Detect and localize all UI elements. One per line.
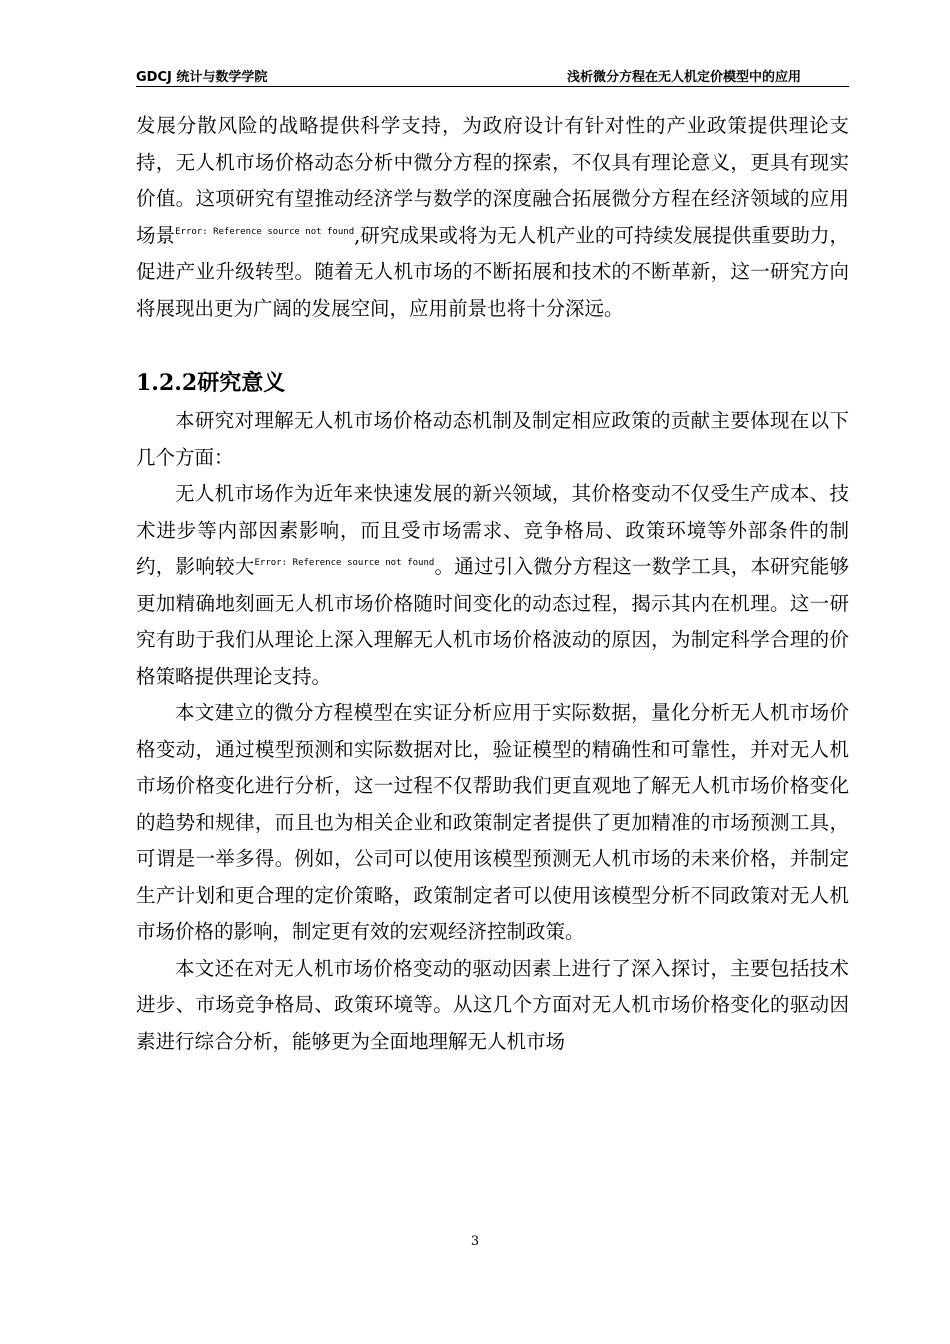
reference-error: Error: Reference source not found (254, 558, 435, 568)
paragraph-empirical: 本文建立的微分方程模型在实证分析应用于实际数据，量化分析无人机市场价格变动，通过模型预测和实际数据对比，验证模型的精确性和可靠性，并对无人机市场价格变化进行分析，这一过程不仅帮助我们更直观地了解无人机市场价格变化的趋势和规律，而且也为相关企业和政策制定者提供了更加精准的市场预测工具，可谓是一举多得。例如，公司可以使用该模型预测无人机市场的未来价格，并制定生产计划和更合理的定价策略，政策制定者可以使用该模型分析不同政策对无人机市场价格的影响，制定更有效的宏观经济控制政策。 (136, 701, 849, 943)
reference-error: Error: Reference source not found (175, 226, 355, 237)
header-paper-title: 浅析微分方程在无人机定价模型中的应用 (566, 70, 801, 85)
paragraph-intro-continued (136, 108, 849, 327)
paragraph-drivers: 本文还在对无人机市场价格变动的驱动因素上进行了深入探讨，主要包括技术进步、市场竞争格局、政策环境等。从这几个方面对无人机市场价格变化的驱动因素进行综合分析，能够更为全面地理解无人机市场 (136, 956, 849, 1053)
page-header (136, 64, 849, 87)
header-institution: GDCJ 统计与数学学院 (136, 70, 268, 85)
page-body (136, 108, 849, 1060)
paragraph-significance-intro: 本研究对理解无人机市场价格动态机制及制定相应政策的贡献主要体现在以下几个方面： (136, 409, 849, 469)
paragraph-theory (136, 476, 849, 695)
paragraph-text: 。通过引入微分方程这一数学工具，本研究能够更加精确地刻画无人机市场价格随时间变化的动态过程，揭示其内在机理。这一研究有助于我们从理论上深入理解无人机市场价格波动的原因，为制定科学合理的价格策略提供理论支持。 (136, 555, 849, 688)
paragraph-text: 无人机市场作为近年来快速发展的新兴领域，其价格变动不仅受生产成本、技术进步等内部因素影响，而且受市场需求、竞争格局、政策环境等外部条件的制约，影响较大 (136, 482, 849, 578)
page-number: 3 (470, 1234, 480, 1249)
paragraph-text: ,研究成果或将为无人机产业的可持续发展提供重要助力，促进产业升级转型。随着无人机市场的不断拓展和技术的不断革新，这一研究方向将展现出更为广阔的发展空间，应用前景也将十分深远。 (136, 223, 849, 320)
paragraph-text: 发展分散风险的战略提供科学支持，为政府设计有针对性的产业政策提供理论支持，无人机市场价格动态分析中微分方程的探索，不仅具有理论意义，更具有现实价值。这项研究有望推动经济学与数学的深度融合拓展微分方程在经济领域的应用场景 (136, 114, 849, 247)
section-heading: 1.2.2研究意义 (136, 370, 286, 396)
